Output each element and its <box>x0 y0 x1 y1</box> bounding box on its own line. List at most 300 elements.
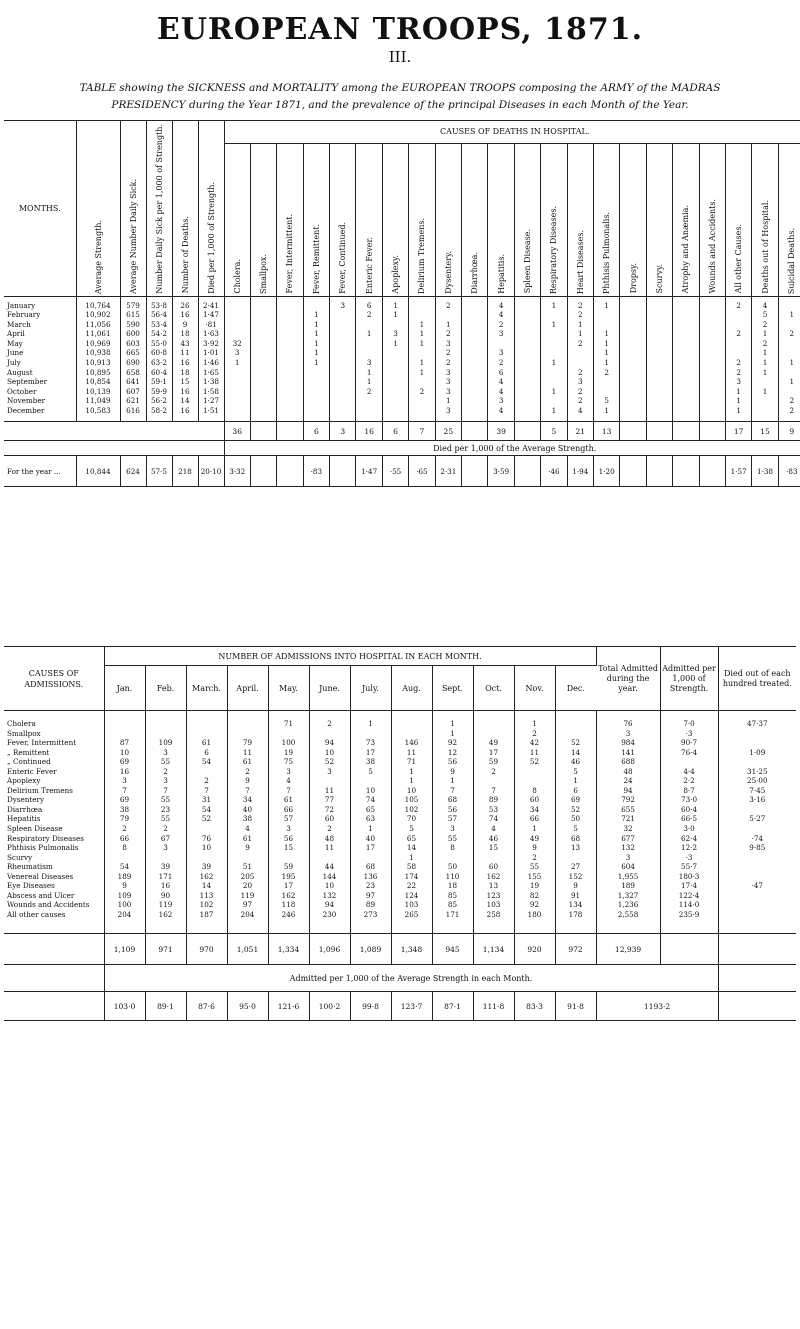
admission-cell: 14 <box>570 747 581 757</box>
admission-cell: 42 <box>529 738 540 748</box>
data-cell <box>700 329 725 339</box>
admission-cell: 10 <box>365 785 376 795</box>
monthly-rate-cell: 87·1 <box>432 992 473 1021</box>
data-cell <box>330 406 355 416</box>
diedout-cell <box>719 891 797 901</box>
admission-cell: 87 <box>119 738 130 748</box>
admission-cell <box>269 729 309 739</box>
admission-cell: 134 <box>568 900 583 910</box>
year-cell: ·55 <box>382 456 408 487</box>
data-column <box>567 296 593 422</box>
admission-cell: 40 <box>365 833 376 843</box>
data-cell: 1 <box>551 357 557 367</box>
data-cell <box>673 387 698 397</box>
admission-cell: 61 <box>242 757 253 767</box>
totals-cell: 189 <box>621 881 635 891</box>
data-cell: 2 <box>789 396 795 406</box>
admission-cell: 52 <box>570 738 581 748</box>
data-cell: 1 <box>762 386 768 396</box>
total-header: Total Admitted during the year. <box>596 647 660 711</box>
admission-cell: 110 <box>445 871 460 881</box>
cause-header: Wounds and Accidents. <box>699 143 725 296</box>
admission-cell: 52 <box>201 814 212 824</box>
data-cell: 2 <box>498 357 504 367</box>
data-cell <box>225 377 250 387</box>
per1000-cell: 4·4 <box>683 766 695 776</box>
stat-header: Average Number Daily Sick. <box>120 121 146 297</box>
data-cell <box>673 396 698 406</box>
data-cell: 690 <box>126 357 140 367</box>
data-cell <box>462 348 487 358</box>
data-cell: 55·0 <box>150 338 167 348</box>
admission-cell: 1 <box>532 719 537 728</box>
data-cell: 53·4 <box>150 319 167 329</box>
cause-label: Smallpox <box>7 728 41 738</box>
data-cell: 1 <box>789 357 795 367</box>
admission-cell: 1 <box>409 766 414 776</box>
admission-cell: 152 <box>568 871 583 881</box>
cause-header: Dropsy. <box>620 143 646 296</box>
admission-cell: 162 <box>281 890 296 900</box>
admission-cell <box>269 853 309 863</box>
admission-cell: 27 <box>570 862 581 872</box>
data-cell <box>383 396 408 406</box>
year-cell <box>462 456 488 487</box>
admission-cell: 8 <box>122 843 127 853</box>
data-cell <box>620 358 645 368</box>
admission-cell: 13 <box>488 881 499 891</box>
data-cell <box>673 368 698 378</box>
data-cell <box>277 377 302 387</box>
cause-label: Respiratory Diseases <box>7 833 84 843</box>
data-cell <box>700 358 725 368</box>
deaths-total-cell: 15 <box>752 422 778 441</box>
stat-header: Number of Deaths. <box>172 121 198 297</box>
data-cell <box>541 339 566 349</box>
admission-cell: 2 <box>245 766 250 776</box>
admission-cell: 52 <box>324 757 335 767</box>
year-cell <box>673 456 699 487</box>
data-cell <box>620 387 645 397</box>
admission-cell: 204 <box>240 909 255 919</box>
admission-cell: 94 <box>324 738 335 748</box>
data-cell: 32 <box>232 338 242 348</box>
data-cell: 3 <box>234 348 240 358</box>
admission-cell: 71 <box>283 719 294 728</box>
admission-cell: 22 <box>406 881 417 891</box>
admission-cell: 97 <box>365 890 376 900</box>
admission-cell: 118 <box>281 900 296 910</box>
data-column <box>277 296 303 422</box>
diedout-cell <box>719 757 797 767</box>
admission-cell: 273 <box>363 909 378 919</box>
data-cell: 1 <box>762 348 768 358</box>
admission-cell: 38 <box>119 804 130 814</box>
cause-label: Eye Diseases <box>7 881 55 891</box>
admission-cell: 171 <box>445 909 460 919</box>
per1000-column <box>660 711 718 934</box>
data-cell <box>383 368 408 378</box>
admission-cell: 55 <box>160 757 171 767</box>
admission-cell: 55 <box>447 833 458 843</box>
month-label: October <box>7 386 37 396</box>
data-column <box>752 296 778 422</box>
month-header: July. <box>350 666 391 711</box>
month-column <box>391 711 432 934</box>
data-cell <box>356 339 381 349</box>
data-cell <box>779 301 800 311</box>
admission-cell: 46 <box>570 757 581 767</box>
data-cell: 2 <box>577 386 583 396</box>
caption-line-1: TABLE showing the SICKNESS and MORTALITY among the EUROPEAN TROOPS composing the ARMY of the MADRAS <box>79 82 721 94</box>
diedout-cell <box>719 738 797 748</box>
data-cell: 1 <box>604 300 609 310</box>
admission-cell: 91 <box>570 890 581 900</box>
data-cell <box>752 406 777 416</box>
monthly-rate-cell: 91·8 <box>555 992 596 1021</box>
admission-cell: 178 <box>568 909 583 919</box>
data-cell <box>779 387 800 397</box>
data-cell: 4 <box>498 386 504 396</box>
admission-cell: 3 <box>450 824 455 834</box>
data-cell: 3·92 <box>202 338 219 348</box>
data-cell <box>700 339 725 349</box>
data-column <box>330 296 356 422</box>
admission-cell: 2 <box>491 766 496 776</box>
data-cell <box>620 329 645 339</box>
per1000-cell: 8·7 <box>683 785 695 795</box>
admission-cell: 11 <box>324 843 335 853</box>
data-cell <box>726 339 751 349</box>
admission-cell: 123 <box>486 890 501 900</box>
admission-cell: 10 <box>406 785 417 795</box>
totals-cell: 141 <box>621 747 635 757</box>
data-cell <box>779 348 800 358</box>
data-cell <box>409 310 434 320</box>
data-cell <box>515 368 540 378</box>
data-cell <box>779 320 800 330</box>
totals-cell: 24 <box>623 776 633 786</box>
month-header: Oct. <box>473 666 514 711</box>
month-label: December <box>7 405 45 415</box>
admission-cell: 38 <box>242 814 253 824</box>
data-cell: 60·4 <box>150 367 167 377</box>
data-cell: 1 <box>551 386 557 396</box>
data-cell <box>700 387 725 397</box>
month-column <box>104 711 145 934</box>
admission-cell: 34 <box>242 795 253 805</box>
admission-cell: 61 <box>242 833 253 843</box>
data-cell <box>330 377 355 387</box>
admission-cell: 9 <box>573 881 578 891</box>
admission-cell: 75 <box>283 757 294 767</box>
data-cell: 11,056 <box>85 319 111 329</box>
data-cell <box>409 348 434 358</box>
admission-cell: 7 <box>204 785 209 795</box>
monthly-total-cell: 945 <box>432 934 473 965</box>
admission-cell: 187 <box>199 909 214 919</box>
data-cell: 615 <box>126 310 140 320</box>
data-column <box>725 296 751 422</box>
data-cell <box>594 387 619 397</box>
monthly-rate-cell: 95·0 <box>227 992 268 1021</box>
data-cell: 2 <box>366 386 372 396</box>
admission-cell: 55 <box>529 862 540 872</box>
data-cell: 1·27 <box>202 396 219 406</box>
data-cell <box>277 396 302 406</box>
admission-cell: 71 <box>406 757 417 767</box>
admission-cell: 66 <box>283 804 294 814</box>
data-cell <box>620 301 645 311</box>
diedout-cell <box>719 853 797 863</box>
admission-cell: 5 <box>409 824 414 834</box>
admission-cell: 144 <box>322 871 337 881</box>
data-cell: 1 <box>736 405 741 415</box>
data-cell: 56·4 <box>150 310 167 320</box>
data-cell: 3 <box>446 367 451 377</box>
data-cell <box>304 368 329 378</box>
admission-cell: 12 <box>447 747 458 757</box>
monthly-total-cell: 1,089 <box>350 934 391 965</box>
cause-label: Enteric Fever <box>7 766 57 776</box>
admission-cell: 2 <box>532 852 537 862</box>
admission-cell: 50 <box>570 814 581 824</box>
data-cell: 2 <box>577 310 583 320</box>
data-cell <box>356 406 381 416</box>
data-cell: 2 <box>789 329 795 339</box>
admission-cell: 59 <box>488 757 499 767</box>
per1000-cell: 90·7 <box>681 738 698 748</box>
causes-of-admissions-header: CAUSES OF ADMISSIONS. <box>4 647 104 711</box>
admission-cell <box>351 853 391 863</box>
deaths-total-cell <box>673 422 699 441</box>
data-cell: 600 <box>126 329 140 339</box>
cause-header: Fever, Continued. <box>330 143 356 296</box>
month-column <box>4 296 76 422</box>
month-label: April <box>7 329 25 339</box>
admission-cell <box>392 719 432 729</box>
cause-label: Wounds and Accidents <box>7 900 90 910</box>
data-cell: 1 <box>393 338 398 348</box>
data-column <box>356 296 382 422</box>
totals-cell: 94 <box>623 785 633 795</box>
admission-cell: 94 <box>324 900 335 910</box>
data-cell <box>541 377 566 387</box>
month-column <box>268 711 309 934</box>
deaths-total-cell: 13 <box>593 422 619 441</box>
data-cell <box>541 348 566 358</box>
month-header: Dec. <box>555 666 596 711</box>
data-cell <box>251 301 276 311</box>
admission-cell: 1 <box>450 719 455 728</box>
data-cell <box>436 310 461 320</box>
data-cell: 1 <box>604 348 609 358</box>
admission-cell: 65 <box>406 833 417 843</box>
data-column <box>224 296 250 422</box>
deaths-total-cell: 39 <box>488 422 514 441</box>
totals-cell: 688 <box>621 757 635 767</box>
data-cell: 10,969 <box>85 338 111 348</box>
admission-cell: 49 <box>529 833 540 843</box>
data-cell <box>515 406 540 416</box>
totals-cell: 721 <box>621 814 635 824</box>
data-cell <box>647 377 672 387</box>
admission-cell: 1 <box>368 719 373 728</box>
admission-cell: 7 <box>450 785 455 795</box>
year-cell: 10,844 <box>76 456 120 487</box>
data-cell <box>515 339 540 349</box>
data-cell <box>673 329 698 339</box>
cause-label: Cholera <box>7 719 36 728</box>
admission-cell: 60 <box>324 814 335 824</box>
data-cell: 4 <box>762 300 768 310</box>
admission-cell: 90 <box>160 890 171 900</box>
totals-cell: 1,955 <box>617 871 639 881</box>
admission-cell <box>556 853 596 863</box>
admissions-header: NUMBER OF ADMISSIONS INTO HOSPITAL IN EACH MONTH. <box>104 647 596 666</box>
admission-cell: 9 <box>532 843 537 853</box>
admission-cell: 79 <box>242 738 253 748</box>
data-cell <box>356 348 381 358</box>
data-cell <box>647 339 672 349</box>
data-cell: 4 <box>498 310 504 320</box>
admission-cell: 3 <box>327 766 332 776</box>
data-cell: 1 <box>551 300 557 310</box>
year-cell: ·83 <box>778 456 800 487</box>
admission-cell: 73 <box>365 738 376 748</box>
data-cell: 641 <box>126 377 140 387</box>
data-cell: 1 <box>446 319 451 329</box>
data-cell: 1·63 <box>202 329 219 339</box>
admission-cell: 103 <box>486 900 501 910</box>
data-cell <box>462 329 487 339</box>
data-cell <box>225 396 250 406</box>
admission-cell <box>351 729 391 739</box>
data-cell: 4 <box>498 377 504 387</box>
per1000-cell: 2·2 <box>683 776 695 786</box>
year-cell: ·65 <box>409 456 435 487</box>
deaths-total-cell: 25 <box>435 422 461 441</box>
data-cell <box>356 320 381 330</box>
data-cell <box>409 377 434 387</box>
cause-label: Phthisis Pulmonalis <box>7 843 79 853</box>
year-cell <box>514 456 540 487</box>
data-cell <box>225 329 250 339</box>
month-column <box>514 711 555 934</box>
admission-cell: 89 <box>488 795 499 805</box>
admission-cell: 15 <box>488 843 499 853</box>
data-cell: 1 <box>419 357 425 367</box>
admission-cell: 3 <box>163 843 168 853</box>
month-label: September <box>7 377 48 387</box>
per1000-cell: 17·4 <box>681 881 698 891</box>
data-cell: 2 <box>446 329 451 339</box>
data-cell: 5 <box>604 396 609 406</box>
data-cell <box>700 348 725 358</box>
admission-cell: 8 <box>532 785 537 795</box>
data-column <box>673 296 699 422</box>
data-cell: 658 <box>126 367 140 377</box>
data-cell <box>515 396 540 406</box>
data-cell <box>462 377 487 387</box>
data-cell <box>225 310 250 320</box>
data-cell: 3 <box>446 386 451 396</box>
admission-cell: 31 <box>201 795 212 805</box>
data-cell <box>251 396 276 406</box>
month-label: June <box>7 348 24 358</box>
month-label: January <box>7 300 36 310</box>
data-cell <box>251 348 276 358</box>
month-column <box>309 711 350 934</box>
data-cell: 2 <box>498 319 504 329</box>
data-cell: 16 <box>180 357 190 367</box>
monthly-rate-cell: 121·6 <box>268 992 309 1021</box>
per1000-cell: 180·3 <box>678 871 700 881</box>
admission-cell: 66 <box>529 814 540 824</box>
monthly-rate-cell: 83·3 <box>514 992 555 1021</box>
admission-cell <box>105 853 145 863</box>
per1000-cell: ·3 <box>685 852 693 862</box>
data-cell: 603 <box>126 338 140 348</box>
admission-cell <box>187 719 227 729</box>
month-column <box>432 711 473 934</box>
per1000-cell <box>661 757 718 767</box>
caption-line-2: PRESIDENCY during the Year 1871, and the prevalence of the principal Diseases in each Month of the Year. <box>111 99 689 111</box>
admission-cell: 3 <box>163 747 168 757</box>
totals-cell: 2,558 <box>617 909 639 919</box>
data-cell <box>277 339 302 349</box>
data-column <box>514 296 540 422</box>
admission-cell: 113 <box>199 890 214 900</box>
data-cell <box>726 348 751 358</box>
admission-cell <box>474 729 514 739</box>
cause-label: All other causes <box>7 909 66 919</box>
admission-cell: 132 <box>322 890 337 900</box>
data-cell <box>647 301 672 311</box>
diedout-cell <box>719 805 797 815</box>
data-cell: 2·41 <box>202 300 219 310</box>
cause-label: „ Remittent <box>7 747 50 757</box>
admission-cell: 9 <box>245 776 250 786</box>
data-cell: 1 <box>314 348 319 358</box>
admission-cell: 40 <box>242 804 253 814</box>
data-cell: 2 <box>446 348 451 358</box>
months-header: MONTHS. <box>4 121 76 297</box>
data-cell <box>330 396 355 406</box>
causes-of-deaths-header: CAUSES OF DEATHS IN HOSPITAL. <box>224 121 800 144</box>
data-cell <box>462 368 487 378</box>
grand-total-cell: 12,939 <box>596 934 660 965</box>
diedout-cell: 1·09 <box>749 747 766 757</box>
admission-cell: 8 <box>450 843 455 853</box>
admission-cell: 17 <box>283 881 294 891</box>
data-cell: 10,139 <box>85 386 111 396</box>
cause-header: Dysentery. <box>435 143 461 296</box>
data-cell: 590 <box>126 319 140 329</box>
admission-cell: 180 <box>527 909 542 919</box>
admission-cell: 56 <box>447 757 458 767</box>
data-column <box>778 296 800 422</box>
per1000-cell: 60·4 <box>681 804 698 814</box>
data-cell: 1 <box>604 338 609 348</box>
admission-cell: 162 <box>486 871 501 881</box>
deaths-total-cell <box>514 422 540 441</box>
data-cell <box>462 320 487 330</box>
data-cell <box>277 310 302 320</box>
admission-cell: 54 <box>201 804 212 814</box>
admission-cell: 68 <box>447 795 458 805</box>
admission-cell: 52 <box>529 757 540 767</box>
